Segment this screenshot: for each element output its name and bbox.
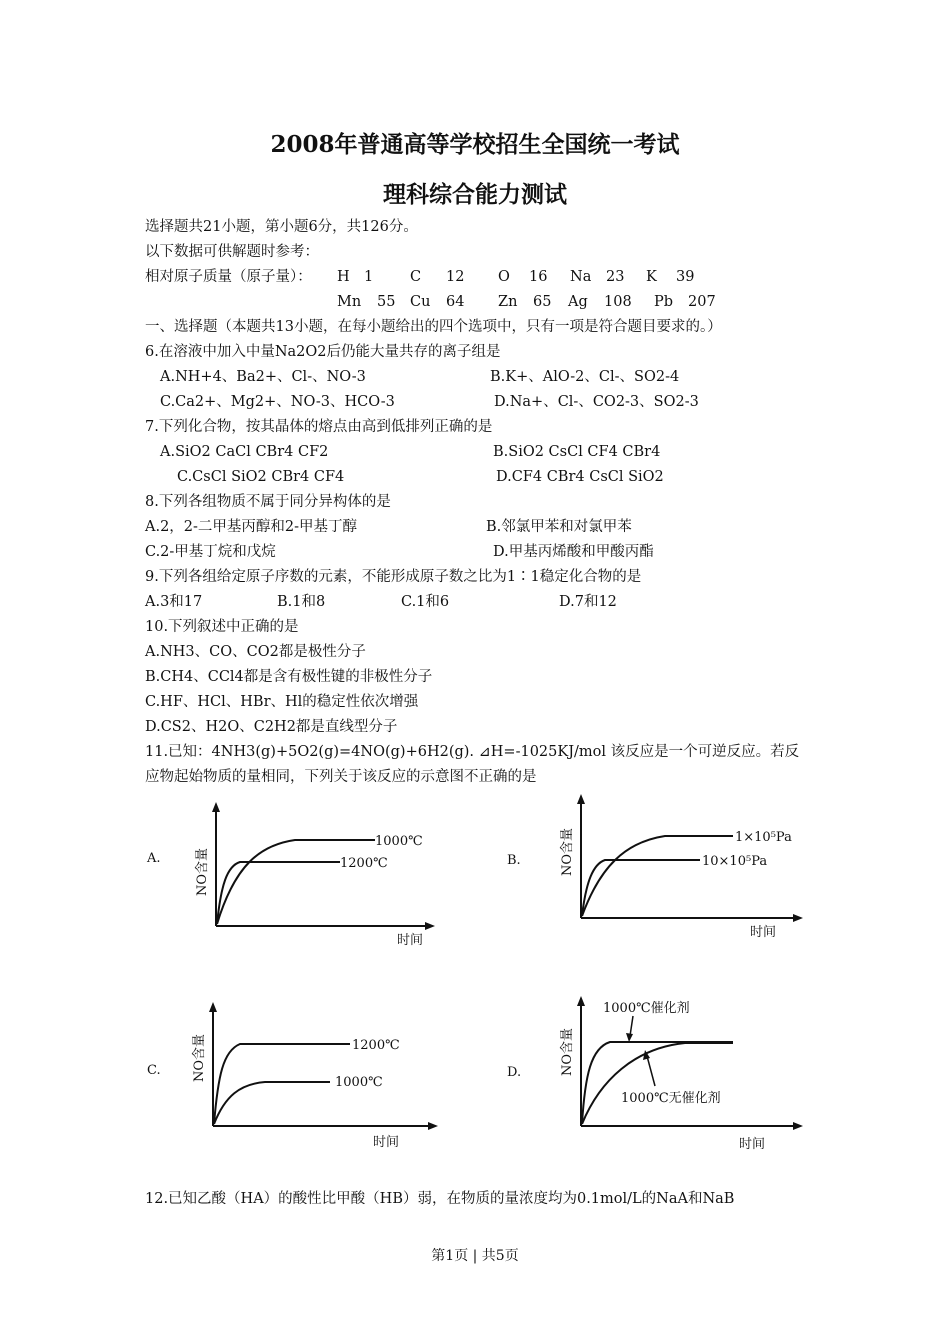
question-8-option-b: B.邻氯甲苯和对氯甲苯	[486, 519, 632, 535]
mass-symbol: Pb	[654, 294, 674, 310]
question-7-option-d: D.CF4 CBr4 CsCl SiO2	[496, 469, 664, 485]
page-footer: 第1页 | 共5页	[431, 1248, 519, 1264]
mass-symbol: Cu	[410, 294, 431, 310]
series-label: 1000℃	[375, 834, 423, 849]
question-10-option-b: B.CH4、CCl4都是含有极性键的非极性分子	[145, 669, 433, 685]
graph-c	[145, 996, 445, 1156]
graph-label: C.	[147, 1063, 161, 1078]
series-label: 1000℃催化剂	[603, 1001, 690, 1016]
question-6-stem: 6.在溶液中加入中量Na2O2后仍能大量共存的离子组是	[145, 344, 501, 360]
mass-symbol: Na	[570, 269, 592, 285]
question-10-option-c: C.HF、HCl、HBr、Hl的稳定性依次增强	[145, 694, 419, 710]
question-9-option-c: C.1和6	[401, 594, 450, 610]
graph-b	[505, 792, 815, 942]
mass-value: 65	[533, 294, 552, 310]
graph-label: A.	[147, 851, 161, 866]
exam-title: 2008年普通高等学校招生全国统一考试	[270, 131, 680, 158]
graph-label: B.	[507, 853, 521, 868]
series-label: 1×10⁵Pa	[735, 830, 792, 845]
exam-subtitle: 理科综合能力测试	[383, 181, 567, 208]
question-10-option-d: D.CS2、H2O、C2H2都是直线型分子	[145, 719, 398, 735]
question-10-stem: 10.下列叙述中正确的是	[145, 619, 299, 635]
question-11-stem-line-2: 应物起始物质的量相同，下列关于该反应的示意图不正确的是	[145, 769, 537, 785]
series-label: 10×10⁵Pa	[702, 854, 768, 869]
graph-a	[145, 800, 445, 950]
question-7-option-b: B.SiO2 CsCl CF4 CBr4	[493, 444, 661, 460]
question-9-option-a: A.3和17	[145, 594, 203, 610]
mass-symbol: Mn	[337, 294, 362, 310]
question-7-option-c: C.CsCl SiO2 CBr4 CF4	[177, 469, 345, 485]
x-axis-label: 时间	[373, 1135, 400, 1150]
y-axis-label: NO含量	[192, 1033, 207, 1083]
mass-symbol: H	[337, 269, 350, 285]
question-10-option-a: A.NH3、CO、CO2都是极性分子	[145, 644, 366, 660]
question-6-option-c: C.Ca2+、Mg2+、NO-3、HCO-3	[160, 394, 395, 410]
question-12-stem: 12.已知乙酸（HA）的酸性比甲酸（HB）弱，在物质的量浓度均为0.1mol/L的NaA和NaB	[145, 1191, 735, 1207]
mass-value: 12	[446, 269, 465, 285]
question-8-option-c: C.2-甲基丁烷和戊烷	[145, 544, 276, 560]
question-6-option-a: A.NH+4、Ba2+、Cl-、NO-3	[160, 369, 366, 385]
series-label: 1200℃	[352, 1038, 400, 1053]
x-axis-label: 时间	[739, 1137, 766, 1152]
mass-value: 207	[688, 294, 716, 310]
mass-value: 64	[446, 294, 465, 310]
question-7-option-a: A.SiO2 CaCl CBr4 CF2	[160, 444, 329, 460]
mass-symbol: K	[646, 269, 657, 285]
mass-value: 55	[377, 294, 396, 310]
question-11-stem-line-1: 11.已知：4NH3(g)+5O2(g)=4NO(g)+6H2(g). ⊿H=-1025KJ/mol 该反应是一个可逆反应。若反	[145, 744, 800, 760]
y-axis-label: NO含量	[195, 847, 210, 897]
question-6-option-d: D.Na+、Cl-、CO2-3、SO2-3	[494, 394, 699, 410]
mass-symbol: C	[410, 269, 422, 285]
intro-line-2: 以下数据可供解题时参考：	[145, 244, 319, 260]
mass-symbol: Zn	[498, 294, 518, 310]
mass-value: 23	[606, 269, 625, 285]
question-8-option-d: D.甲基丙烯酸和甲酸丙酯	[493, 544, 654, 560]
y-axis-label: NO含量	[560, 1027, 575, 1077]
series-label: 1000℃无催化剂	[621, 1091, 721, 1106]
question-9-option-d: D.7和12	[559, 594, 617, 610]
series-label: 1200℃	[340, 856, 388, 871]
intro-line-1: 选择题共21小题，第小题6分，共126分。	[145, 219, 418, 235]
question-8-stem: 8.下列各组物质不属于同分异构体的是	[145, 494, 391, 510]
question-7-stem: 7.下列化合物，按其晶体的熔点由高到低排列正确的是	[145, 419, 493, 435]
question-9-option-b: B.1和8	[277, 594, 326, 610]
x-axis-label: 时间	[750, 925, 777, 940]
series-label: 1000℃	[335, 1075, 383, 1090]
atomic-mass-label: 相对原子质量（原子量）：	[145, 269, 312, 285]
x-axis-label: 时间	[397, 933, 424, 948]
question-9-stem: 9.下列各组给定原子序数的元素，不能形成原子数之比为1∶1稳定化合物的是	[145, 569, 642, 585]
mass-symbol: Ag	[568, 294, 588, 310]
mass-value: 1	[364, 269, 374, 285]
graph-label: D.	[507, 1065, 522, 1080]
mass-value: 39	[676, 269, 695, 285]
mass-value: 16	[529, 269, 548, 285]
question-6-option-b: B.K+、AlO-2、Cl-、SO2-4	[490, 369, 680, 385]
mass-symbol: O	[498, 269, 510, 285]
graph-d	[505, 990, 815, 1155]
mass-value: 108	[604, 294, 632, 310]
section-heading: 一、选择题（本题共13小题，在每小题给出的四个选项中，只有一项是符合题目要求的。）	[145, 319, 722, 335]
question-8-option-a: A.2，2-二甲基丙醇和2-甲基丁醇	[145, 519, 358, 535]
y-axis-label: NO含量	[560, 827, 575, 877]
